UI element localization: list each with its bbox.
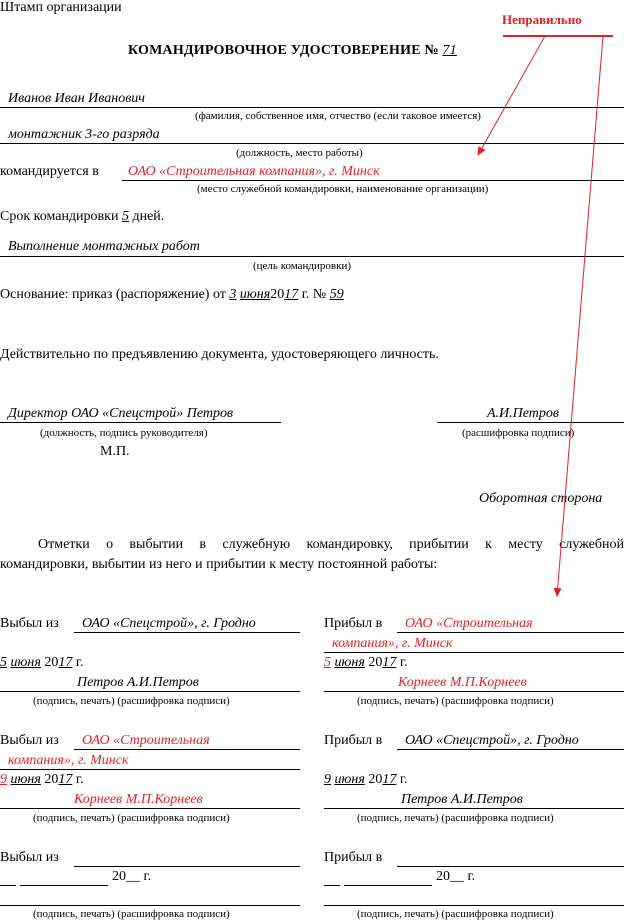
stamp-label: Штамп организации bbox=[0, 0, 122, 15]
depart-sign-2: Корнеев М.П.Корнеев bbox=[74, 792, 203, 807]
arrive-label-3: Прибыл в bbox=[324, 850, 383, 865]
destination-prefix: командируется в bbox=[0, 164, 99, 179]
depart-year-word-2: г. bbox=[75, 772, 84, 787]
duration-prefix: Срок командировки bbox=[0, 209, 119, 224]
person-position: монтажник 3-го разряда bbox=[8, 127, 160, 142]
arrow-to-destination bbox=[478, 36, 545, 155]
depart-label-3: Выбыл из bbox=[0, 850, 59, 865]
depart-year-suffix-1: 17 bbox=[58, 655, 73, 670]
arrive-label-2: Прибыл в bbox=[324, 733, 383, 748]
arrive-sign-1: Корнеев М.П.Корнеев bbox=[398, 675, 527, 690]
arrive-blank-year-3: 20__ г. bbox=[436, 869, 476, 884]
depart-caption-1: (подпись, печать) (расшифровка подписи) bbox=[33, 695, 230, 707]
basis-year-prefix: 20 bbox=[270, 287, 285, 302]
depart-month-2: июня bbox=[10, 772, 41, 787]
depart-month-1: июня bbox=[10, 655, 41, 670]
depart-place-2b: компания», г. Минск bbox=[8, 753, 129, 768]
depart-place-1: ОАО «Спецстрой», г. Гродно bbox=[82, 616, 256, 631]
arrive-day-2: 9 bbox=[324, 772, 331, 787]
destination-caption: (место служебной командировки, наименование организации) bbox=[197, 183, 489, 195]
arrive-year-suffix-1: 17 bbox=[382, 655, 397, 670]
arrive-year-prefix-2: 20 bbox=[368, 772, 383, 787]
basis-prefix: Основание: приказ (распоряжение) от bbox=[0, 287, 226, 302]
depart-caption-2: (подпись, печать) (расшифровка подписи) bbox=[33, 812, 230, 824]
reverse-paragraph-line2: командировки, выбытии из него и прибытии к месту постоянной работы: bbox=[0, 557, 438, 572]
depart-year-suffix-2: 17 bbox=[58, 772, 73, 787]
decode-signature: А.И.Петров bbox=[487, 406, 559, 421]
name-caption: (фамилия, собственное имя, отчество (если таковое имеется) bbox=[195, 110, 481, 122]
basis-year-suffix: 17 bbox=[284, 287, 299, 302]
depart-blank-year-3: 20__ г. bbox=[112, 869, 152, 884]
arrive-caption-3: (подпись, печать) (расшифровка подписи) bbox=[357, 908, 554, 920]
position-caption: (должность, место работы) bbox=[236, 147, 363, 159]
reverse-title: Оборотная сторона bbox=[479, 491, 603, 506]
person-name: Иванов Иван Иванович bbox=[8, 91, 145, 106]
depart-sign-1: Петров А.И.Петров bbox=[77, 675, 199, 690]
arrive-year-word-2: г. bbox=[399, 772, 408, 787]
basis-day: 3 bbox=[229, 287, 237, 302]
valid-text: Действительно по предъявлению документа, удостоверяющего личность. bbox=[0, 347, 439, 362]
purpose-value: Выполнение монтажных работ bbox=[8, 239, 200, 254]
basis-month: июня bbox=[239, 287, 271, 302]
depart-day-1: 5 bbox=[0, 655, 7, 670]
depart-label-1: Выбыл из bbox=[0, 616, 59, 631]
arrive-caption-2: (подпись, печать) (расшифровка подписи) bbox=[357, 812, 554, 824]
head-signature-caption: (должность, подпись руководителя) bbox=[40, 427, 208, 439]
seal-label: М.П. bbox=[100, 444, 130, 459]
arrive-place-1b: компания», г. Минск bbox=[332, 636, 453, 651]
depart-place-2a: ОАО «Строительная bbox=[82, 733, 210, 748]
wrong-label: Неправильно bbox=[502, 12, 582, 27]
basis-year-word: г. № bbox=[301, 287, 327, 302]
depart-caption-3: (подпись, печать) (расшифровка подписи) bbox=[33, 908, 230, 920]
basis-number: 59 bbox=[329, 287, 344, 302]
depart-year-word-1: г. bbox=[75, 655, 84, 670]
arrive-month-2: июня bbox=[334, 772, 365, 787]
arrive-place-2: ОАО «Спецстрой», г. Гродно bbox=[405, 733, 579, 748]
head-signature: Директор ОАО «Спецстрой» Петров bbox=[8, 406, 234, 421]
duration-suffix: дней. bbox=[132, 209, 165, 224]
arrive-place-1a: ОАО «Строительная bbox=[405, 616, 533, 631]
arrive-year-suffix-2: 17 bbox=[382, 772, 397, 787]
decode-signature-caption: (расшифровка подписи) bbox=[462, 427, 575, 439]
depart-day-2: 9 bbox=[0, 772, 7, 787]
depart-label-2: Выбыл из bbox=[0, 733, 59, 748]
destination-value: ОАО «Строительная компания», г. Минск bbox=[128, 164, 380, 179]
duration-days: 5 bbox=[121, 209, 129, 224]
arrive-day-1: 5 bbox=[324, 655, 331, 670]
arrive-year-word-1: г. bbox=[399, 655, 408, 670]
reverse-paragraph-line1: Отметки о выбытии в служебную командировку, прибытии к месту служебной bbox=[38, 537, 624, 552]
purpose-caption: (цель командировки) bbox=[253, 260, 351, 272]
arrive-label-1: Прибыл в bbox=[324, 616, 383, 631]
arrive-year-prefix-1: 20 bbox=[368, 655, 383, 670]
arrive-sign-2: Петров А.И.Петров bbox=[401, 792, 523, 807]
arrive-month-1: июня bbox=[334, 655, 365, 670]
arrive-caption-1: (подпись, печать) (расшифровка подписи) bbox=[357, 695, 554, 707]
title-prefix: КОМАНДИРОВОЧНОЕ УДОСТОВЕРЕНИЕ № bbox=[128, 43, 439, 58]
title-number: 71 bbox=[442, 43, 457, 58]
depart-year-prefix-2: 20 bbox=[44, 772, 59, 787]
arrow-to-arrival bbox=[557, 36, 603, 596]
depart-year-prefix-1: 20 bbox=[44, 655, 59, 670]
